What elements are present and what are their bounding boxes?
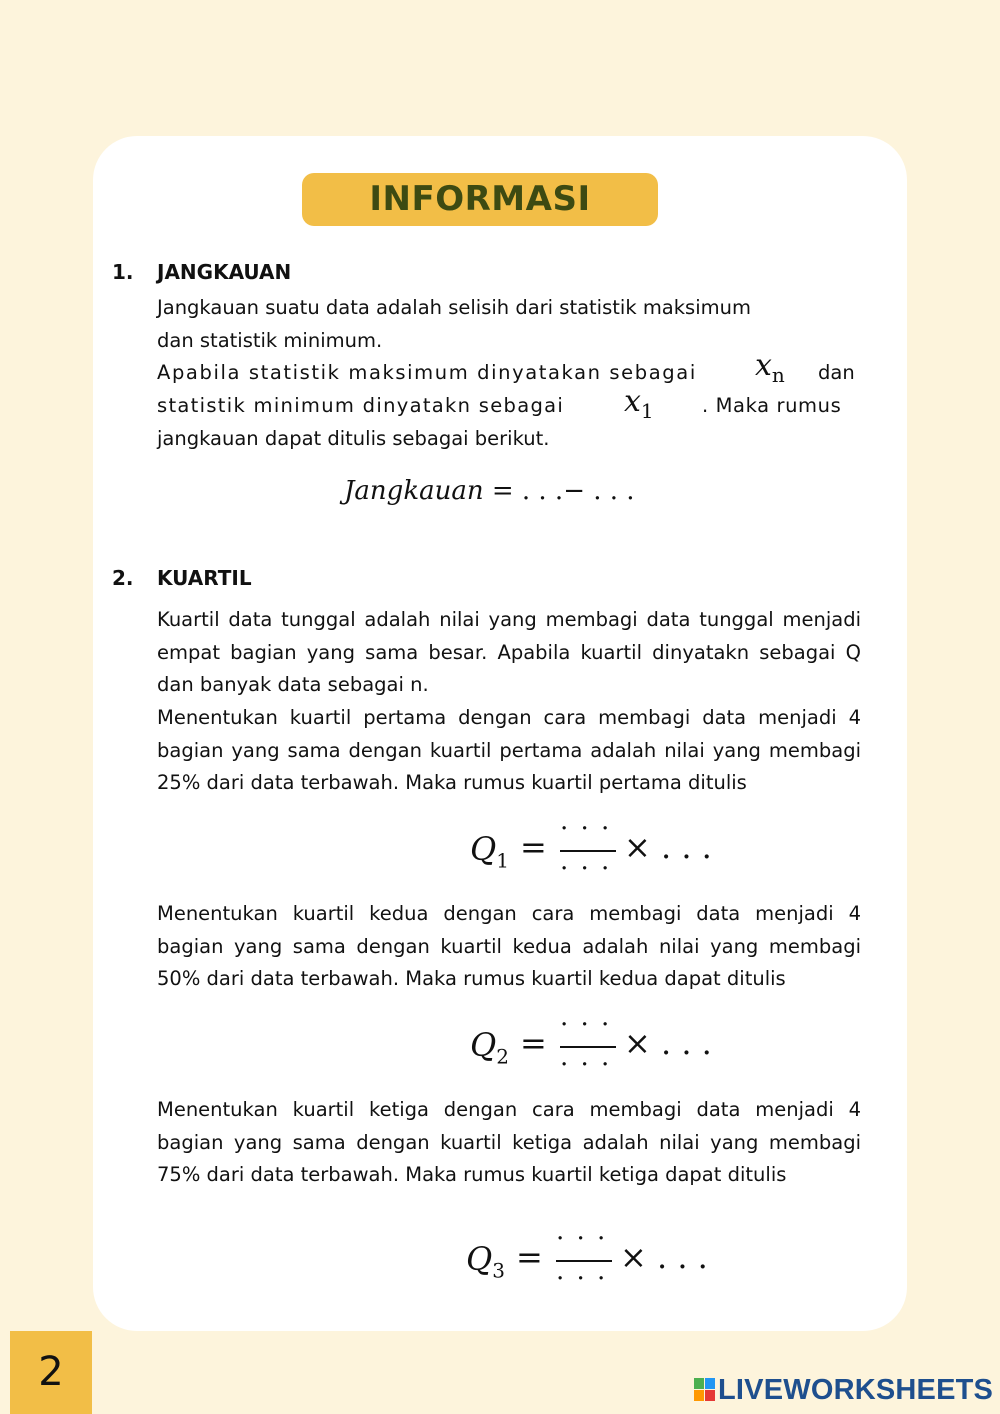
q3-times: × . . . bbox=[620, 1238, 708, 1276]
section-1-number: 1. bbox=[112, 260, 134, 284]
section-1-line-2: dan statistik minimum. bbox=[157, 328, 383, 352]
q2-denominator: . . . bbox=[560, 1042, 612, 1072]
jangkauan-formula bbox=[344, 476, 635, 506]
q2-numerator: . . . bbox=[560, 1002, 612, 1032]
section-1-line-3a: Apabila statistik maksimum dinyatakan sebagai bbox=[157, 361, 697, 384]
jangkauan-formula-lhs: Jangkauan bbox=[344, 476, 484, 506]
q2-symbol: $Q_2$ bbox=[470, 1026, 509, 1069]
jangkauan-formula-rhs: = . . .− . . . bbox=[491, 476, 635, 506]
section-1-line-4b: . Maka rumus bbox=[702, 394, 842, 417]
kuartil-2-text: Menentukan kuartil kedua dengan cara membagi data menjadi 4 bagian yang sama dengan kuartil kedua adalah nilai yang membagi 50% dari data terbawah. Maka rumus kuartil kedua dapat ditulis bbox=[157, 902, 861, 991]
q1-denominator: . . . bbox=[560, 846, 612, 876]
q2-times: × . . . bbox=[624, 1024, 712, 1062]
q3-formula: $Q_3$ = . . . . . . × . . . bbox=[466, 1216, 708, 1286]
section-1-line-4a: statistik minimum dinyatakn sebagai bbox=[157, 394, 565, 417]
var-x-1: $x_1$ bbox=[624, 384, 654, 423]
liveworksheets-icon bbox=[694, 1378, 716, 1402]
section-2-title: KUARTIL bbox=[157, 566, 252, 590]
q1-numerator: . . . bbox=[560, 806, 612, 836]
section-1-line-1: Jangkauan suatu data adalah selisih dari statistik maksimum bbox=[157, 296, 751, 319]
kuartil-intro: Kuartil data tunggal adalah nilai yang membagi data tunggal menjadi empat bagian yang sama besar. Apabila kuartil dinyatakn sebagai Q dan banyak data sebagai n. bbox=[157, 608, 861, 697]
kuartil-1-text: Menentukan kuartil pertama dengan cara membagi data menjadi 4 bagian yang sama dengan kuartil pertama adalah nilai yang membagi 25% dari data terbawah. Maka rumus kuartil pertama ditulis bbox=[157, 706, 861, 795]
section-2-number: 2. bbox=[112, 566, 134, 590]
q1-symbol: $Q_1$ bbox=[470, 830, 509, 873]
var-x-n: $x_n$ bbox=[755, 348, 785, 387]
page-number: 2 bbox=[10, 1331, 92, 1414]
page-title: INFORMASI bbox=[302, 173, 658, 226]
q1-formula: $Q_1$ = . . . . . . × . . . bbox=[470, 806, 712, 876]
section-1-title: JANGKAUAN bbox=[157, 260, 292, 284]
section-1-line-3b: dan bbox=[818, 361, 855, 384]
brand-name: LIVEWORKSHEETS bbox=[718, 1374, 994, 1406]
section-1-line-5: jangkauan dapat ditulis sebagai berikut. bbox=[157, 427, 550, 450]
q3-denominator: . . . bbox=[556, 1256, 608, 1286]
q1-times: × . . . bbox=[624, 828, 712, 866]
q3-numerator: . . . bbox=[556, 1216, 608, 1246]
q2-formula: $Q_2$ = . . . . . . × . . . bbox=[470, 1002, 712, 1072]
kuartil-3-text: Menentukan kuartil ketiga dengan cara membagi data menjadi 4 bagian yang sama dengan kuartil ketiga adalah nilai yang membagi 75% dari data terbawah. Maka rumus kuartil ketiga dapat ditulis bbox=[157, 1098, 861, 1187]
q3-symbol: $Q_3$ bbox=[466, 1240, 505, 1283]
